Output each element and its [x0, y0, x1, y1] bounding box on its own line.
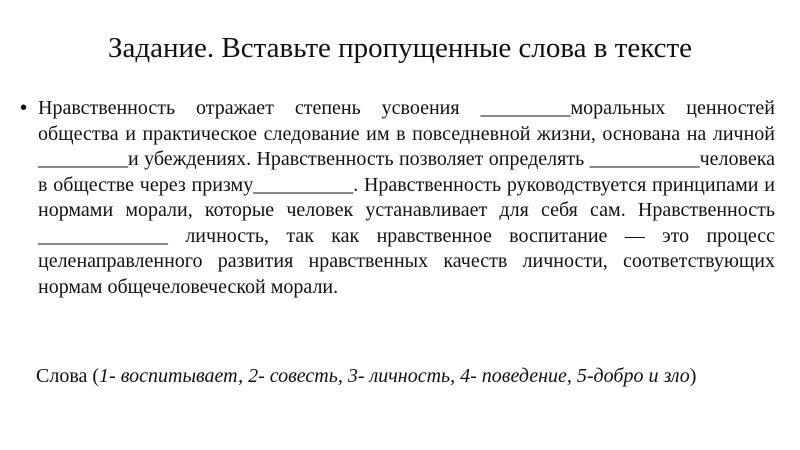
task-paragraph: Нравственность отражает степень усвоения _________моральных ценностей общества и практическое следование им в повседневной жизни, основана на личной _________и убеждениях. Нравственность позволяет определять ___________человека в обществе через призму__________. Нравственность руководствуется принципами и нормами морали, которые человек устанавливает для себя сам. Нравственность _____________ личность, так как нравственное воспитание — это процесс целенаправленного развития нравственных качеств личности, соответствующих нормам общечеловеческой морали.: [38, 97, 775, 298]
bullet-marker: •: [20, 97, 28, 119]
task-text-block: [20, 96, 780, 300]
word-bank-suffix: ): [689, 365, 697, 387]
word-bank: [36, 363, 786, 389]
word-bank-list: 1- воспитывает, 2- совесть, 3- личность, 4- поведение, 5-добро и зло: [99, 365, 690, 387]
word-bank-prefix: Слова (: [36, 365, 100, 387]
task-title: Задание. Вставьте пропущенные слова в тексте: [107, 32, 693, 64]
